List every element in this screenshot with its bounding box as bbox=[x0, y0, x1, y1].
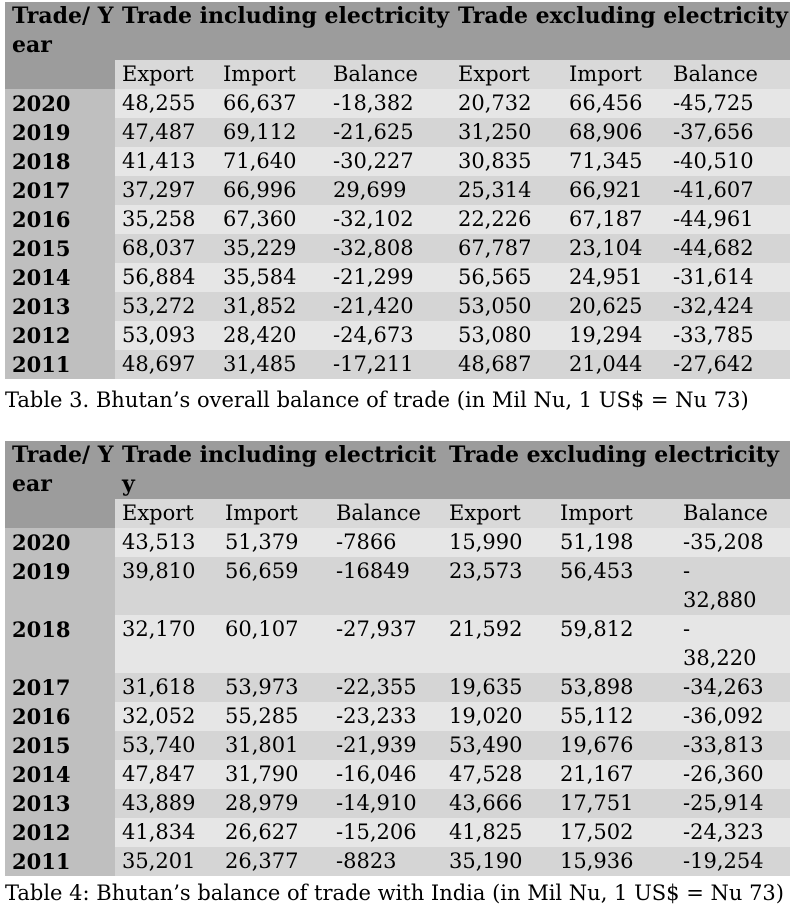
cell-exc-export: 30,835 bbox=[451, 147, 562, 176]
cell-exc-export: 31,250 bbox=[451, 118, 562, 147]
cell-inc-balance: -7866 bbox=[329, 528, 442, 557]
col-balance-exc: Balance bbox=[676, 499, 790, 528]
table-row bbox=[5, 789, 790, 818]
row-year: 2012 bbox=[5, 818, 115, 847]
table-row bbox=[5, 147, 790, 176]
row-year: 2013 bbox=[5, 292, 115, 321]
cell-inc-import: 26,377 bbox=[218, 847, 329, 876]
header-row bbox=[5, 441, 790, 499]
row-year: 2019 bbox=[5, 118, 115, 147]
cell-inc-export: 43,513 bbox=[115, 528, 218, 557]
cell-inc-export: 53,272 bbox=[115, 292, 216, 321]
cell-inc-balance: -21,625 bbox=[326, 118, 451, 147]
col-export-inc: Export bbox=[115, 60, 216, 89]
cell-exc-export: 53,490 bbox=[442, 731, 553, 760]
header-trade-including-electricity: Trade including electricity bbox=[115, 2, 451, 60]
table-row bbox=[5, 263, 790, 292]
cell-exc-import: 55,112 bbox=[553, 702, 676, 731]
cell-exc-export: 25,314 bbox=[451, 176, 562, 205]
row-year: 2016 bbox=[5, 702, 115, 731]
cell-inc-export: 43,889 bbox=[115, 789, 218, 818]
cell-exc-balance: -26,360 bbox=[676, 760, 790, 789]
row-year: 2015 bbox=[5, 731, 115, 760]
cell-exc-export: 19,635 bbox=[442, 673, 553, 702]
table-row bbox=[5, 615, 790, 673]
cell-inc-import: 71,640 bbox=[216, 147, 326, 176]
table-row bbox=[5, 673, 790, 702]
cell-inc-export: 47,847 bbox=[115, 760, 218, 789]
table-overall-balance bbox=[5, 2, 790, 379]
cell-exc-import: 53,898 bbox=[553, 673, 676, 702]
cell-exc-balance: -34,263 bbox=[676, 673, 790, 702]
cell-inc-import: 35,584 bbox=[216, 263, 326, 292]
cell-inc-export: 68,037 bbox=[115, 234, 216, 263]
cell-inc-export: 56,884 bbox=[115, 263, 216, 292]
cell-exc-export: 21,592 bbox=[442, 615, 553, 673]
row-year: 2018 bbox=[5, 147, 115, 176]
cell-inc-export: 32,170 bbox=[115, 615, 218, 673]
col-export-inc: Export bbox=[115, 499, 218, 528]
table-row bbox=[5, 818, 790, 847]
cell-inc-balance: -16,046 bbox=[329, 760, 442, 789]
col-import-exc: Import bbox=[553, 499, 676, 528]
cell-exc-balance: -36,092 bbox=[676, 702, 790, 731]
cell-value-wrapped: 32,880 bbox=[683, 588, 757, 612]
row-year: 2018 bbox=[5, 615, 115, 673]
row-year: 2017 bbox=[5, 673, 115, 702]
cell-exc-import: 17,751 bbox=[553, 789, 676, 818]
cell-inc-export: 35,258 bbox=[115, 205, 216, 234]
col-export-exc: Export bbox=[451, 60, 562, 89]
cell-inc-export: 32,052 bbox=[115, 702, 218, 731]
col-balance-exc: Balance bbox=[666, 60, 790, 89]
cell-inc-balance: -17,211 bbox=[326, 350, 451, 379]
col-import-inc: Import bbox=[216, 60, 326, 89]
cell-inc-import: 26,627 bbox=[218, 818, 329, 847]
row-year: 2013 bbox=[5, 789, 115, 818]
cell-exc-balance: - 38,220 bbox=[676, 615, 790, 673]
cell-exc-balance: -31,614 bbox=[666, 263, 790, 292]
table-row bbox=[5, 350, 790, 379]
row-year: 2011 bbox=[5, 350, 115, 379]
cell-inc-import: 53,973 bbox=[218, 673, 329, 702]
table-row bbox=[5, 702, 790, 731]
cell-exc-balance: -25,914 bbox=[676, 789, 790, 818]
subheader-row bbox=[5, 499, 790, 528]
cell-inc-balance: -8823 bbox=[329, 847, 442, 876]
row-year: 2020 bbox=[5, 89, 115, 118]
cell-exc-balance: -37,656 bbox=[666, 118, 790, 147]
cell-exc-export: 20,732 bbox=[451, 89, 562, 118]
cell-inc-import: 66,637 bbox=[216, 89, 326, 118]
col-import-inc: Import bbox=[218, 499, 329, 528]
cell-exc-export: 53,080 bbox=[451, 321, 562, 350]
cell-inc-import: 60,107 bbox=[218, 615, 329, 673]
col-import-exc: Import bbox=[562, 60, 666, 89]
cell-exc-export: 35,190 bbox=[442, 847, 553, 876]
cell-inc-export: 53,093 bbox=[115, 321, 216, 350]
cell-inc-import: 31,801 bbox=[218, 731, 329, 760]
cell-exc-export: 53,050 bbox=[451, 292, 562, 321]
cell-exc-balance: -33,785 bbox=[666, 321, 790, 350]
table-row bbox=[5, 234, 790, 263]
row-year: 2015 bbox=[5, 234, 115, 263]
cell-inc-import: 67,360 bbox=[216, 205, 326, 234]
cell-exc-import: 71,345 bbox=[562, 147, 666, 176]
cell-exc-import: 21,044 bbox=[562, 350, 666, 379]
cell-inc-import: 35,229 bbox=[216, 234, 326, 263]
cell-inc-export: 35,201 bbox=[115, 847, 218, 876]
cell-exc-export: 22,226 bbox=[451, 205, 562, 234]
cell-inc-balance: -21,939 bbox=[329, 731, 442, 760]
cell-exc-import: 15,936 bbox=[553, 847, 676, 876]
cell-inc-import: 31,852 bbox=[216, 292, 326, 321]
cell-value-wrapped: 38,220 bbox=[683, 646, 757, 670]
cell-inc-balance: -22,355 bbox=[329, 673, 442, 702]
cell-inc-balance: -32,808 bbox=[326, 234, 451, 263]
cell-exc-import: 20,625 bbox=[562, 292, 666, 321]
col-export-exc: Export bbox=[442, 499, 553, 528]
cell-exc-export: 47,528 bbox=[442, 760, 553, 789]
cell-exc-balance: -44,682 bbox=[666, 234, 790, 263]
cell-exc-import: 21,167 bbox=[553, 760, 676, 789]
cell-exc-import: 66,921 bbox=[562, 176, 666, 205]
col-balance-inc: Balance bbox=[329, 499, 442, 528]
cell-exc-import: 56,453 bbox=[553, 557, 676, 615]
cell-inc-balance: -15,206 bbox=[329, 818, 442, 847]
cell-exc-export: 23,573 bbox=[442, 557, 553, 615]
cell-inc-balance: 29,699 bbox=[326, 176, 451, 205]
cell-inc-balance: -30,227 bbox=[326, 147, 451, 176]
cell-inc-export: 47,487 bbox=[115, 118, 216, 147]
table-row bbox=[5, 118, 790, 147]
row-year: 2020 bbox=[5, 528, 115, 557]
header-trade-excluding-electricity: Trade excluding electricity bbox=[451, 2, 790, 60]
cell-exc-export: 43,666 bbox=[442, 789, 553, 818]
cell-exc-import: 24,951 bbox=[562, 263, 666, 292]
cell-inc-import: 51,379 bbox=[218, 528, 329, 557]
cell-inc-export: 39,810 bbox=[115, 557, 218, 615]
cell-inc-export: 31,618 bbox=[115, 673, 218, 702]
cell-inc-export: 37,297 bbox=[115, 176, 216, 205]
cell-exc-import: 67,187 bbox=[562, 205, 666, 234]
header-trade-excluding-electricity: Trade excluding electricity bbox=[442, 441, 790, 499]
table-row bbox=[5, 557, 790, 615]
cell-inc-import: 31,790 bbox=[218, 760, 329, 789]
cell-exc-export: 15,990 bbox=[442, 528, 553, 557]
cell-exc-balance: -45,725 bbox=[666, 89, 790, 118]
cell-exc-export: 19,020 bbox=[442, 702, 553, 731]
cell-inc-import: 56,659 bbox=[218, 557, 329, 615]
cell-exc-import: 19,676 bbox=[553, 731, 676, 760]
header-row bbox=[5, 2, 790, 60]
cell-inc-balance: -23,233 bbox=[329, 702, 442, 731]
row-year: 2012 bbox=[5, 321, 115, 350]
table-row bbox=[5, 528, 790, 557]
table-row bbox=[5, 321, 790, 350]
header-trade-including-electricity: Trade including electricity bbox=[115, 441, 442, 499]
cell-inc-import: 55,285 bbox=[218, 702, 329, 731]
cell-inc-balance: -18,382 bbox=[326, 89, 451, 118]
cell-exc-import: 59,812 bbox=[553, 615, 676, 673]
col-balance-inc: Balance bbox=[326, 60, 451, 89]
cell-exc-import: 19,294 bbox=[562, 321, 666, 350]
table-row bbox=[5, 731, 790, 760]
cell-inc-export: 41,413 bbox=[115, 147, 216, 176]
header-trade-year: Trade/ Year bbox=[5, 441, 115, 499]
cell-exc-export: 41,825 bbox=[442, 818, 553, 847]
cell-inc-import: 69,112 bbox=[216, 118, 326, 147]
cell-inc-balance: -16849 bbox=[329, 557, 442, 615]
cell-exc-export: 67,787 bbox=[451, 234, 562, 263]
table-row bbox=[5, 292, 790, 321]
subheader-row bbox=[5, 60, 790, 89]
table-india-balance bbox=[5, 441, 790, 876]
cell-inc-balance: -21,420 bbox=[326, 292, 451, 321]
cell-exc-balance: -33,813 bbox=[676, 731, 790, 760]
cell-inc-export: 48,255 bbox=[115, 89, 216, 118]
cell-exc-balance: -35,208 bbox=[676, 528, 790, 557]
cell-inc-export: 41,834 bbox=[115, 818, 218, 847]
table-row bbox=[5, 176, 790, 205]
cell-exc-balance: -41,607 bbox=[666, 176, 790, 205]
cell-inc-balance: -24,673 bbox=[326, 321, 451, 350]
row-year: 2017 bbox=[5, 176, 115, 205]
row-year: 2019 bbox=[5, 557, 115, 615]
cell-exc-import: 66,456 bbox=[562, 89, 666, 118]
cell-inc-export: 48,697 bbox=[115, 350, 216, 379]
cell-inc-import: 66,996 bbox=[216, 176, 326, 205]
table4-caption: Table 4: Bhutan’s balance of trade with India (in Mil Nu, 1 US$ = Nu 73) bbox=[5, 881, 784, 905]
row-year: 2014 bbox=[5, 760, 115, 789]
table-row bbox=[5, 89, 790, 118]
header-trade-year: Trade/ Year bbox=[5, 2, 115, 60]
row-year: 2016 bbox=[5, 205, 115, 234]
cell-exc-balance: -24,323 bbox=[676, 818, 790, 847]
cell-inc-export: 53,740 bbox=[115, 731, 218, 760]
cell-inc-balance: -21,299 bbox=[326, 263, 451, 292]
cell-exc-import: 23,104 bbox=[562, 234, 666, 263]
cell-exc-import: 17,502 bbox=[553, 818, 676, 847]
table3-caption: Table 3. Bhutan’s overall balance of trade (in Mil Nu, 1 US$ = Nu 73) bbox=[5, 388, 749, 412]
cell-inc-import: 28,420 bbox=[216, 321, 326, 350]
table-row bbox=[5, 205, 790, 234]
cell-exc-balance: -40,510 bbox=[666, 147, 790, 176]
cell-exc-import: 68,906 bbox=[562, 118, 666, 147]
row-year: 2011 bbox=[5, 847, 115, 876]
row-year: 2014 bbox=[5, 263, 115, 292]
cell-exc-import: 51,198 bbox=[553, 528, 676, 557]
cell-exc-balance: -44,961 bbox=[666, 205, 790, 234]
cell-exc-balance: -27,642 bbox=[666, 350, 790, 379]
cell-inc-balance: -32,102 bbox=[326, 205, 451, 234]
table-row bbox=[5, 847, 790, 876]
table-row bbox=[5, 760, 790, 789]
cell-exc-balance: -19,254 bbox=[676, 847, 790, 876]
cell-exc-export: 56,565 bbox=[451, 263, 562, 292]
cell-inc-import: 31,485 bbox=[216, 350, 326, 379]
cell-exc-balance: - 32,880 bbox=[676, 557, 790, 615]
cell-exc-export: 48,687 bbox=[451, 350, 562, 379]
cell-inc-import: 28,979 bbox=[218, 789, 329, 818]
cell-inc-balance: -27,937 bbox=[329, 615, 442, 673]
cell-inc-balance: -14,910 bbox=[329, 789, 442, 818]
cell-exc-balance: -32,424 bbox=[666, 292, 790, 321]
